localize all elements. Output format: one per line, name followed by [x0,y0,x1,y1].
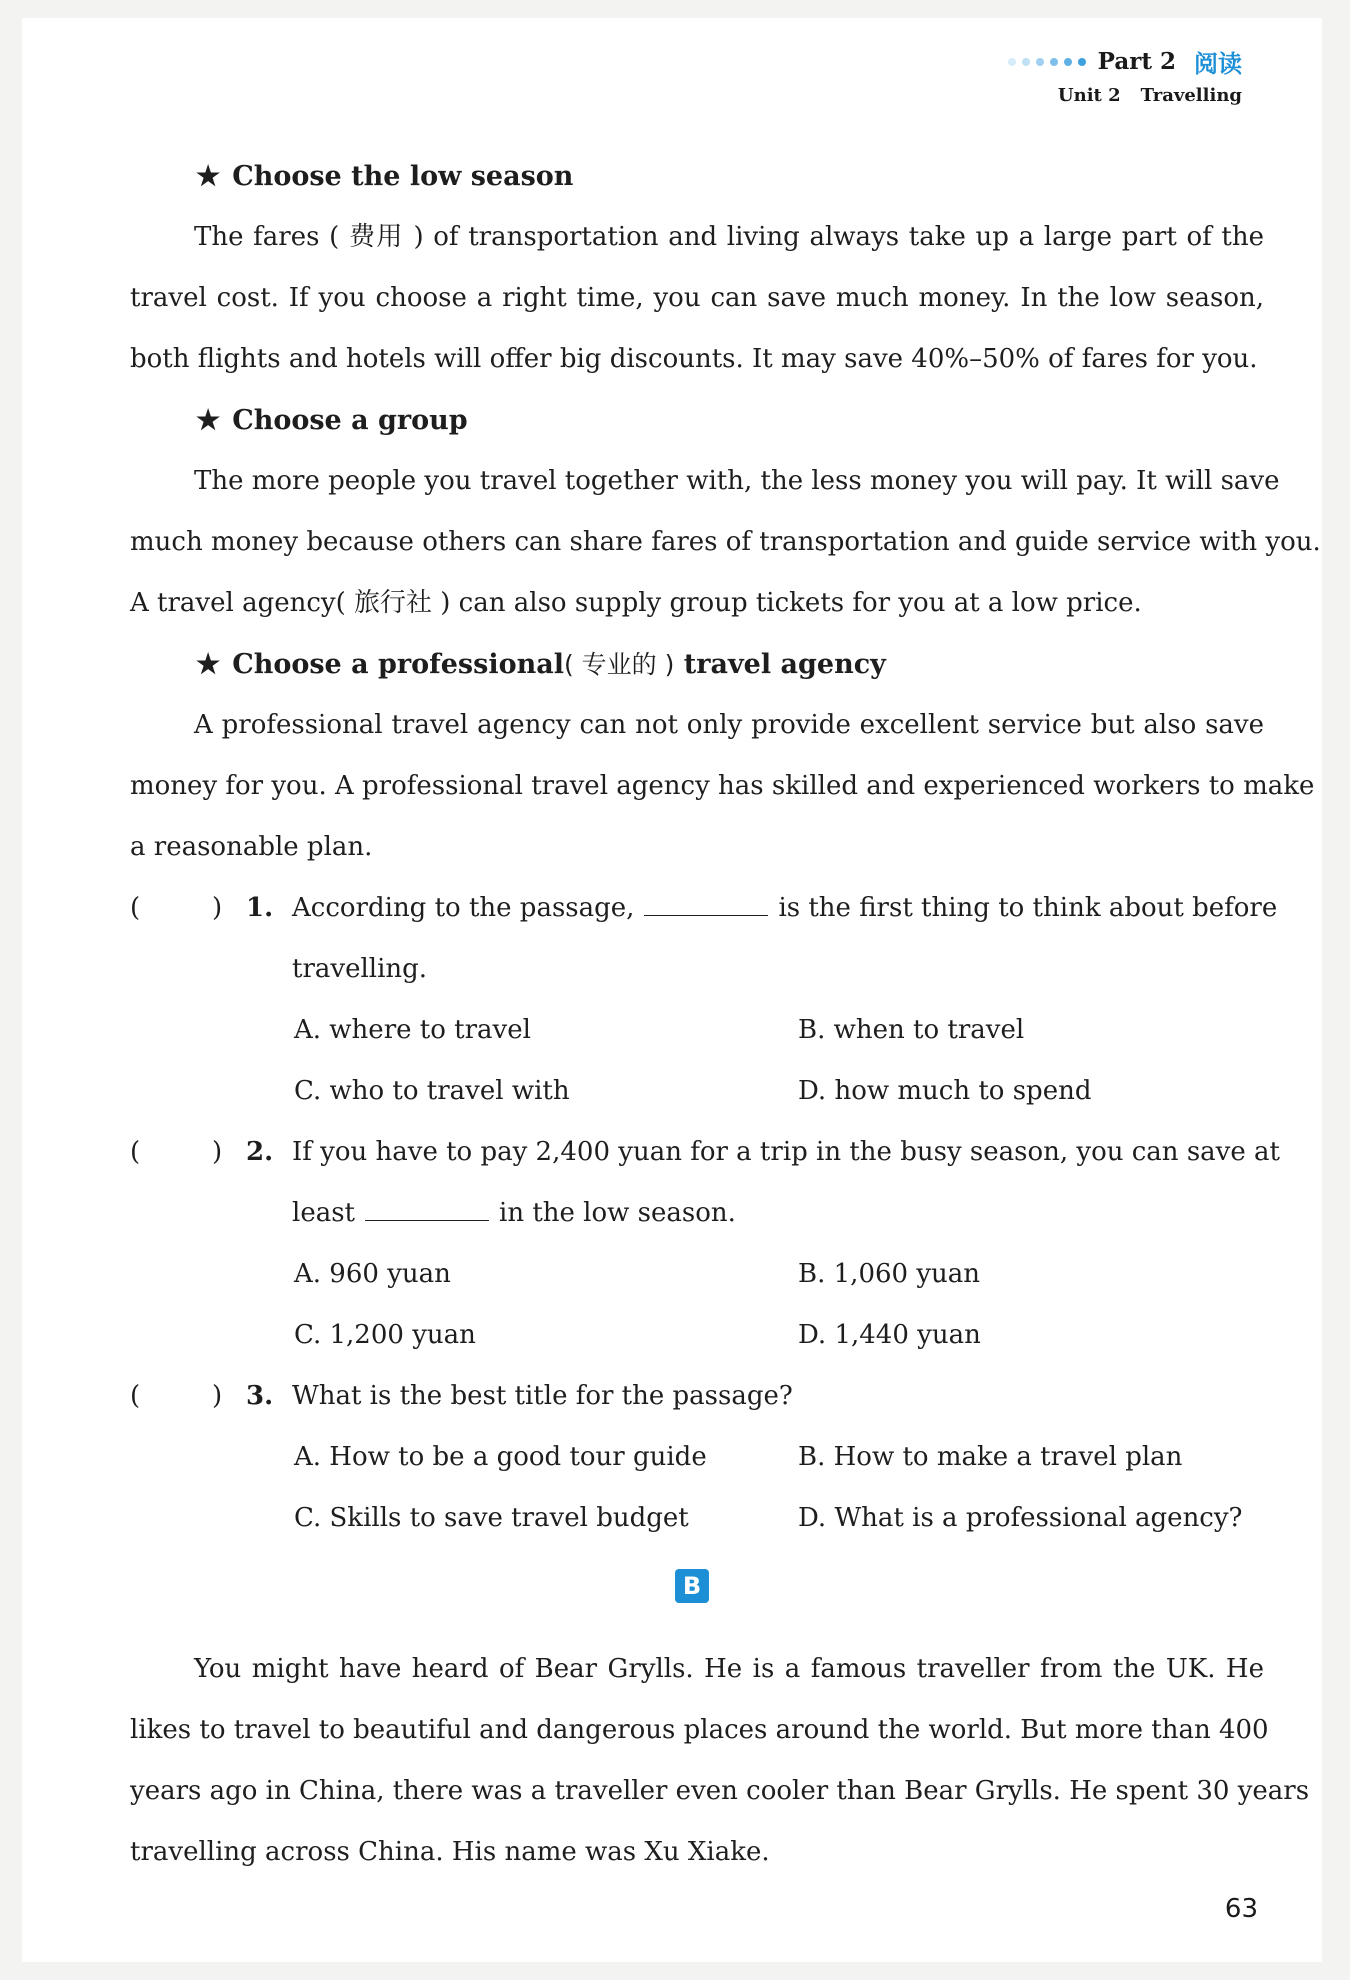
option-c: C. 1,200 yuan [294,1320,476,1350]
unit-title: Travelling [1140,85,1242,106]
question-number: 1. [246,893,274,923]
answer-paren-close: ) [212,1381,223,1411]
question-text: If you have to pay 2,400 yuan for a trip in the busy season, you can save at [292,1137,1280,1167]
answer-paren-open: ( [130,1137,141,1167]
heading-text: Choose a group [232,405,468,436]
question-number: 3. [246,1381,274,1411]
option-a: A. where to travel [294,1015,531,1045]
paragraph-line: likes to travel to beautiful and dangerous places around the world. But more than 400 [130,1715,1269,1745]
section-heading-professional [130,634,1264,695]
paragraph-line: years ago in China, there was a traveller even cooler than Bear Grylls. He spent 30 years [130,1776,1310,1806]
question-continuation: travelling. [292,954,428,984]
page [22,18,1322,1962]
option-c: C. Skills to save travel budget [294,1503,689,1533]
paragraph-line: money for you. A professional travel agency has skilled and experienced workers to make [130,771,1315,801]
question-2 [130,1122,1280,1183]
section-b-badge: B [675,1569,709,1603]
part-chinese-label: 阅读 [1194,50,1242,78]
star-icon: ★ [196,161,221,192]
heading-text: Choose a professional [232,649,564,680]
star-icon: ★ [196,649,221,680]
decorative-dots [1008,58,1086,66]
question-1 [130,878,1278,939]
paragraph-line: travel cost. If you choose a right time, you can save much money. In the low season, [130,283,1264,313]
page-header [1008,44,1242,106]
answer-paren-open: ( [130,893,141,923]
paragraph-line: The fares ( 费用 ) of transportation and living always take up a large part of the [194,222,1264,252]
options-row [130,1305,1264,1366]
section-heading-group [130,390,1264,451]
option-a: A. How to be a good tour guide [294,1442,707,1472]
question-text-post: is the first thing to think about before [778,893,1278,923]
question-3 [130,1366,1264,1427]
paragraph-line: a reasonable plan. [130,832,373,862]
option-d: D. What is a professional agency? [798,1503,1243,1533]
option-b: B. 1,060 yuan [798,1259,981,1289]
options-row [130,1488,1264,1549]
options-row [130,1244,1264,1305]
option-b: B. How to make a travel plan [798,1442,1183,1472]
answer-blank [644,893,768,916]
dot-icon [1064,58,1072,66]
question-continuation [130,1183,1264,1244]
options-row [130,1427,1264,1488]
paragraph-line: The more people you travel together with, the less money you will pay. It will save [194,466,1280,496]
part-label: Part 2 [1097,48,1176,75]
answer-paren-close: ) [212,893,223,923]
dot-icon [1050,58,1058,66]
paragraph-line: travelling across China. His name was Xu Xiake. [130,1837,770,1867]
dot-icon [1078,58,1086,66]
option-d: D. how much to spend [798,1076,1092,1106]
options-row [130,1000,1264,1061]
answer-blank [365,1198,489,1221]
answer-paren-close: ) [212,1137,223,1167]
answer-paren-open: ( [130,1381,141,1411]
dot-icon [1008,58,1016,66]
unit-label: Unit 2 [1057,85,1121,106]
continuation-pre: least [292,1198,355,1228]
star-icon: ★ [196,405,221,436]
header-part-row [1008,44,1242,79]
reading-content [130,146,1321,1883]
options-row [130,1061,1264,1122]
section-b-badge-wrap [130,1549,1264,1639]
heading-text-end: travel agency [683,649,886,680]
section-heading-low-season [130,146,1264,207]
continuation-post: in the low season. [499,1198,736,1228]
option-b: B. when to travel [798,1015,1025,1045]
question-text [292,878,1278,939]
paragraph-line: both flights and hotels will offer big discounts. It may save 40%–50% of fares for you. [130,344,1258,374]
question-text: What is the best title for the passage? [292,1381,793,1411]
option-d: D. 1,440 yuan [798,1320,981,1350]
page-number: 63 [1224,1894,1258,1924]
heading-chinese-gloss: ( 专业的 ) [563,650,675,679]
paragraph-line: much money because others can share fares of transportation and guide service with you. [130,527,1321,557]
header-unit-row [1008,85,1242,106]
option-c: C. who to travel with [294,1076,570,1106]
paragraph-line: A travel agency( 旅行社 ) can also supply group tickets for you at a low price. [130,588,1142,618]
paragraph-line: A professional travel agency can not only provide excellent service but also save [194,710,1264,740]
question-number: 2. [246,1137,274,1167]
option-a: A. 960 yuan [294,1259,451,1289]
dot-icon [1022,58,1030,66]
question-text-pre: According to the passage, [292,893,635,923]
heading-text: Choose the low season [232,161,574,192]
paragraph-line: You might have heard of Bear Grylls. He is a famous traveller from the UK. He [194,1654,1264,1684]
dot-icon [1036,58,1044,66]
